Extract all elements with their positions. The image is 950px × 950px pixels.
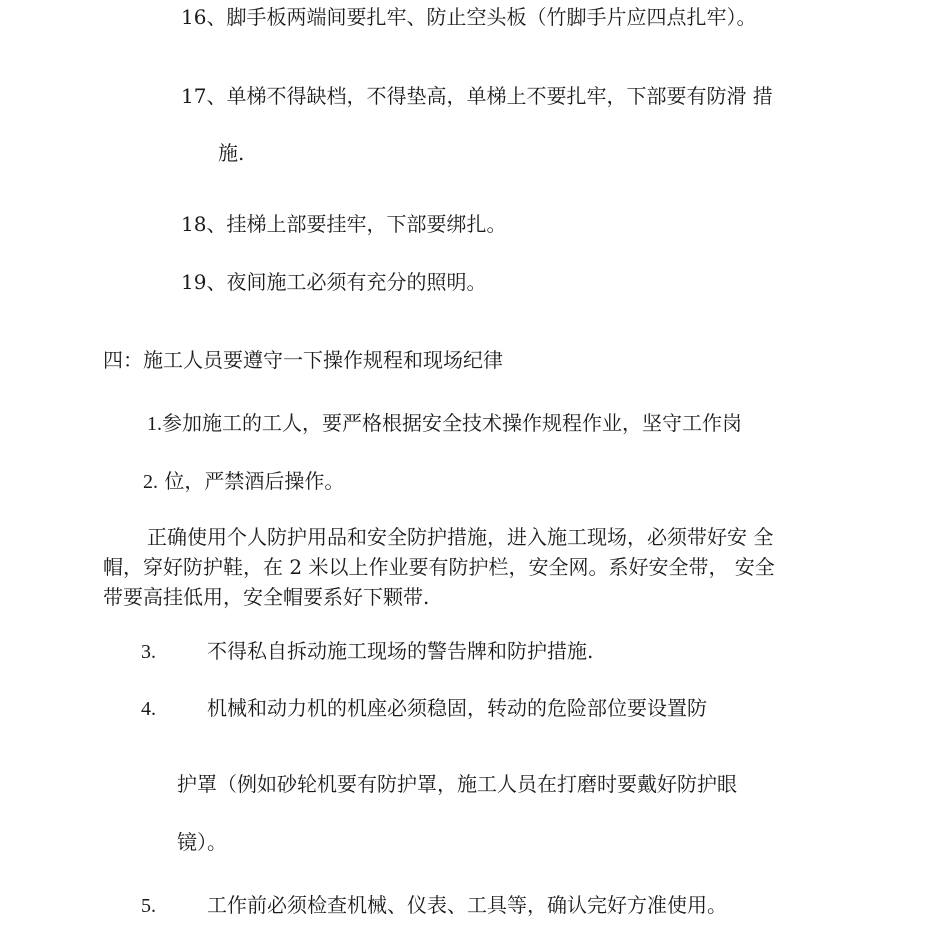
numbered-item-3-number [141, 641, 156, 662]
section-heading: 四：施工人员要遵守一下操作规程和现场纪律 [103, 348, 503, 372]
numbered-item-5-number [141, 895, 156, 916]
item-number: 3. [141, 641, 156, 663]
item-number: 2. [143, 471, 158, 493]
paragraph-line-1: 正确使用个人防护用品和安全防护措施，进入施工现场，必须带好安 全 [147, 525, 774, 549]
numbered-item-1 [147, 413, 742, 434]
item-number: 1. [147, 413, 162, 435]
item-text: 参加施工的工人，要严格根据安全技术操作规程作业，坚守工作岗 [162, 411, 742, 435]
numbered-item-4-number [141, 698, 156, 719]
item-text: 位，严禁酒后操作。 [164, 469, 345, 493]
list-item-17-line1: 17、单梯不得缺档，不得垫高，单梯上不要扎牢，下部要有防滑 措 [181, 84, 773, 108]
numbered-item-3-text: 不得私自拆动施工现场的警告牌和防护措施. [207, 639, 594, 663]
item-number: 4. [141, 698, 156, 720]
paragraph-line-2: 帽，穿好防护鞋，在 2 米以上作业要有防护栏，安全网。系好安全带， 安全 [103, 555, 775, 579]
numbered-item-5-text: 工作前必须检查机械、仪表、工具等，确认完好方准使用。 [207, 893, 727, 917]
list-item-16: 16、脚手板两端间要扎牢、防止空头板（竹脚手片应四点扎牢）。 [181, 5, 757, 29]
numbered-item-4-continuation-2: 镜）。 [177, 830, 227, 854]
list-item-17-line2: 施. [218, 141, 245, 165]
numbered-item-2 [143, 471, 344, 492]
paragraph-line-3: 带要高挂低用，安全帽要系好下颗带. [103, 585, 430, 609]
list-item-19: 19、夜间施工必须有充分的照明。 [181, 270, 487, 294]
list-item-18: 18、挂梯上部要挂牢，下部要绑扎。 [181, 212, 507, 236]
numbered-item-4-text: 机械和动力机的机座必须稳固，转动的危险部位要设置防 [207, 696, 707, 720]
item-number: 5. [141, 895, 156, 917]
numbered-item-4-continuation-1: 护罩（例如砂轮机要有防护罩，施工人员在打磨时要戴好防护眼 [177, 772, 737, 796]
